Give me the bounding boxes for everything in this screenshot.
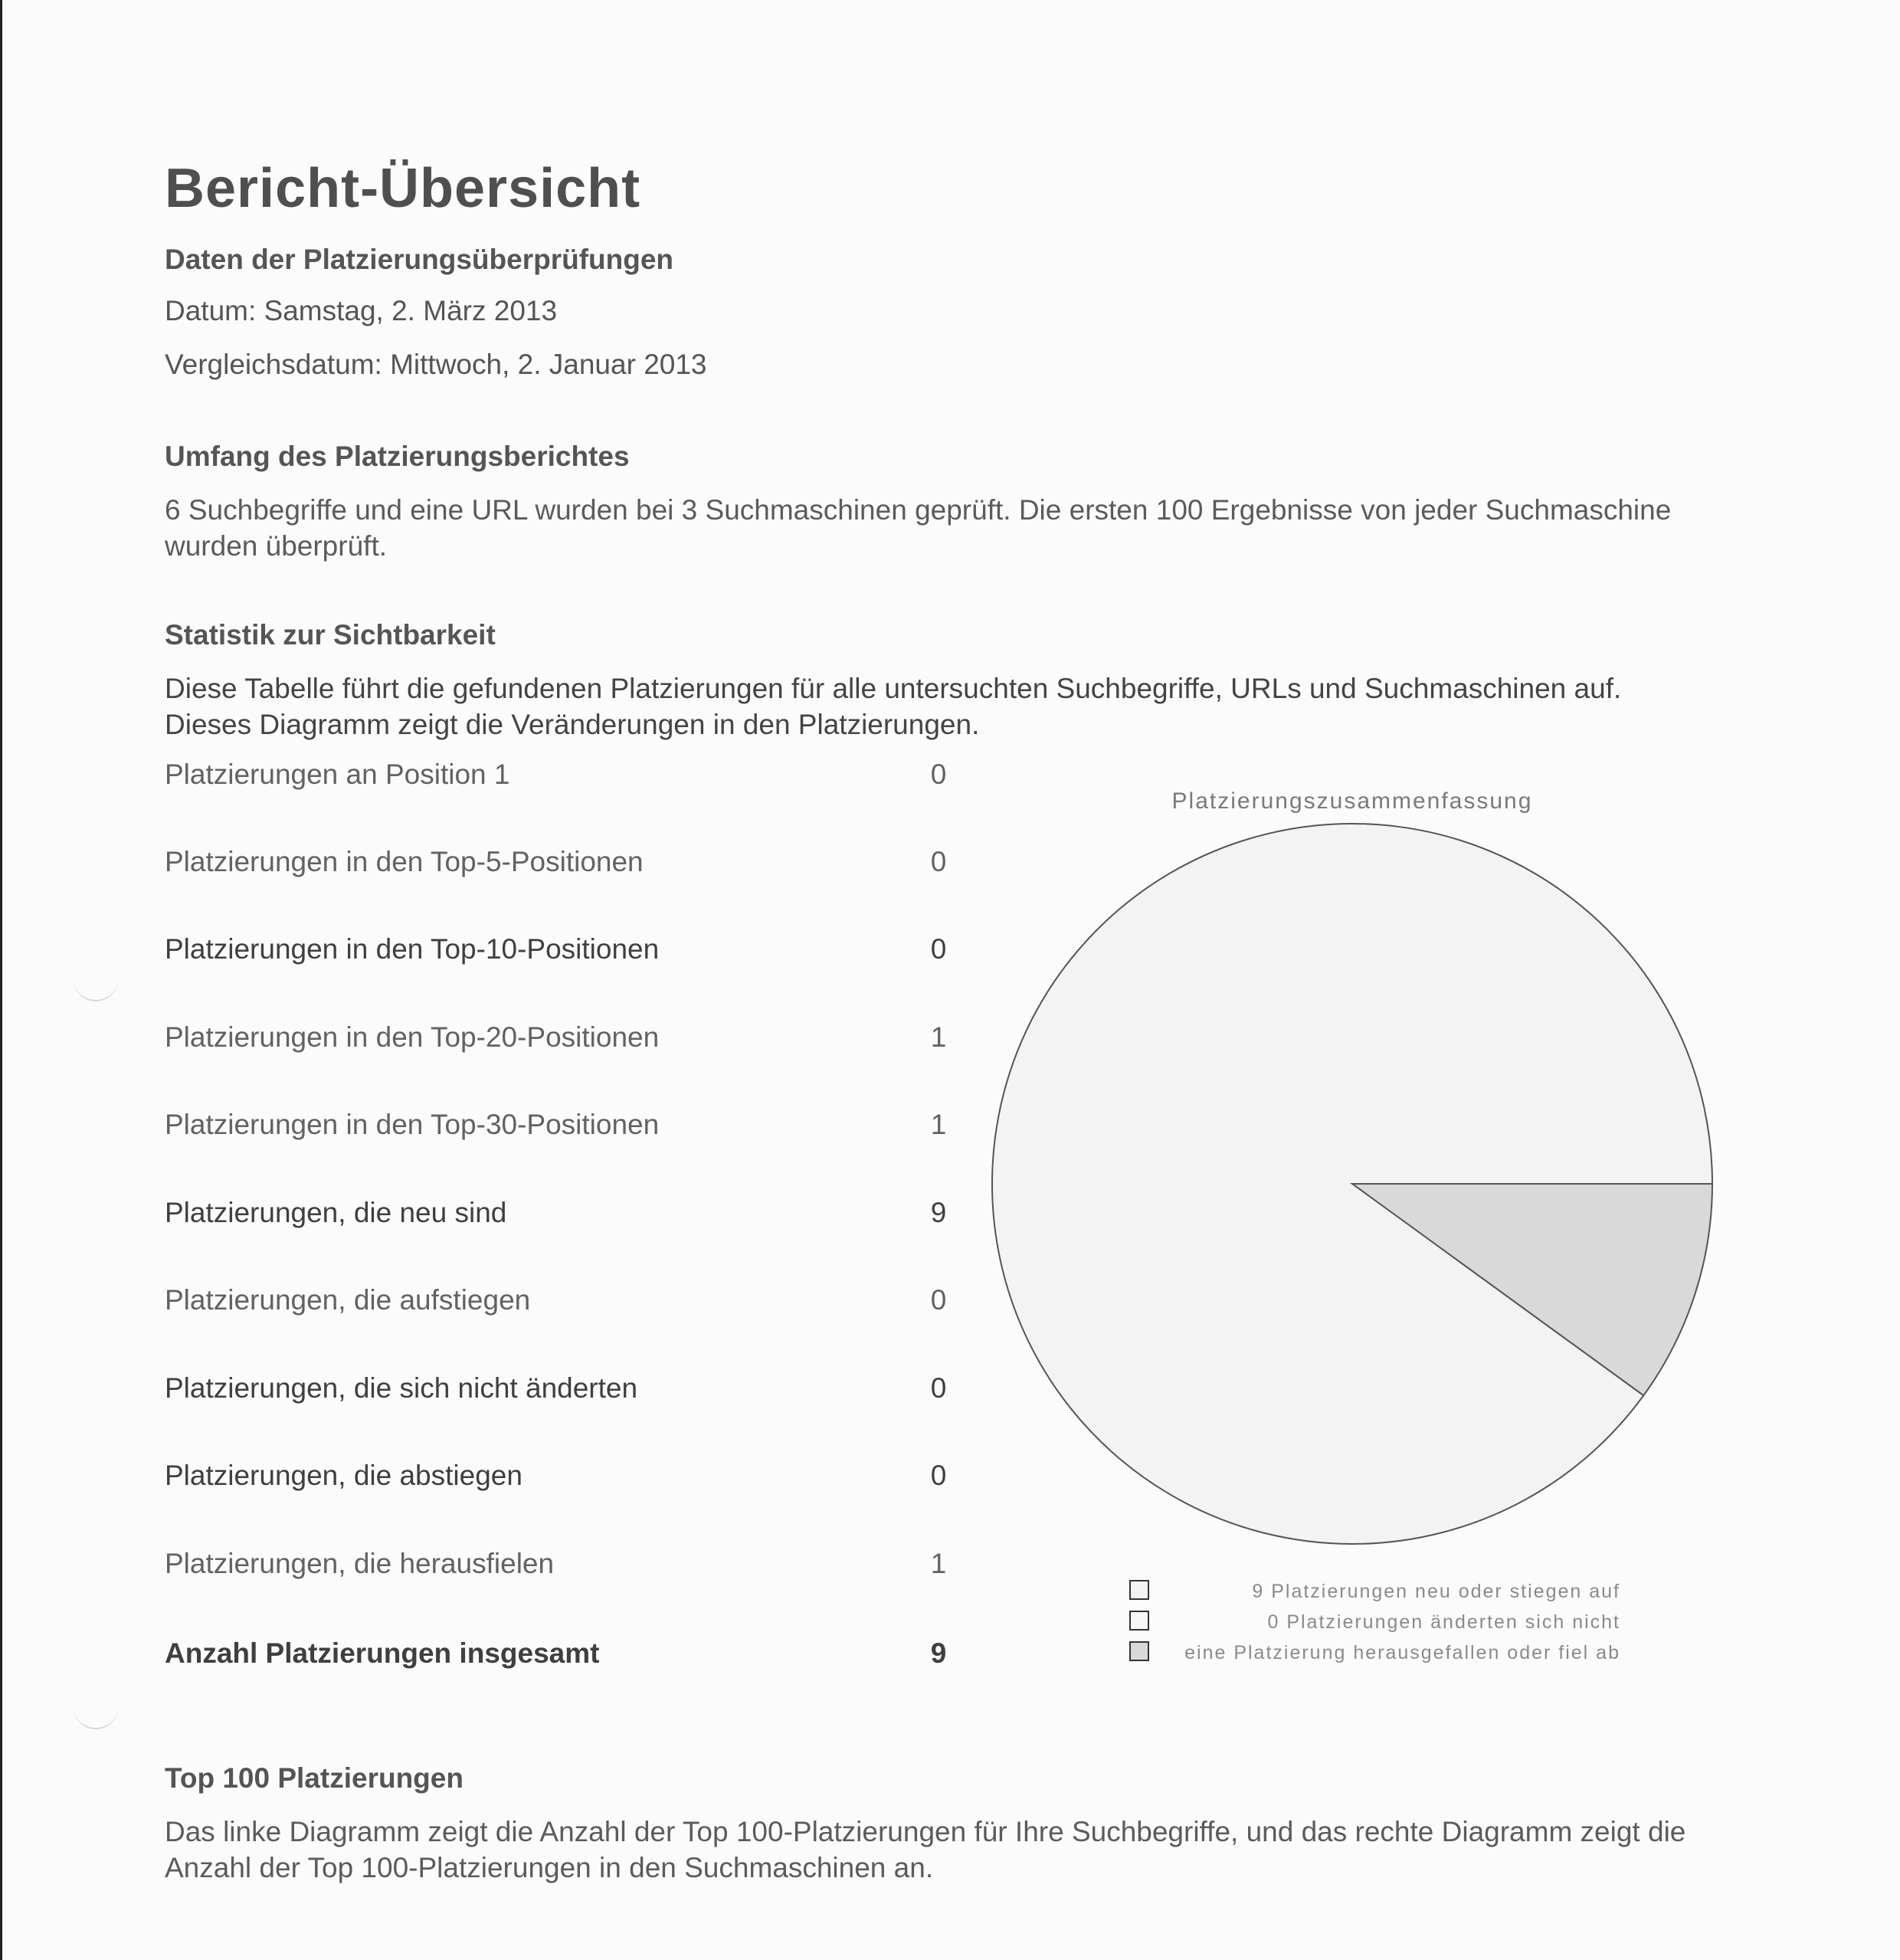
stat-value: 1 bbox=[930, 1109, 947, 1140]
report-date: Datum: Samstag, 2. März 2013 bbox=[165, 295, 558, 326]
stat-label: Platzierungen, die aufstiegen bbox=[165, 1284, 531, 1316]
stat-value: 0 bbox=[930, 1460, 947, 1491]
stat-value: 0 bbox=[930, 759, 947, 790]
scan-edge bbox=[0, 0, 2, 1960]
legend-label: 9 Platzierungen neu oder stiegen auf bbox=[1252, 1581, 1620, 1602]
legend-swatch bbox=[1130, 1642, 1148, 1660]
legend-label: eine Platzierung herausgefallen oder fiel ab bbox=[1184, 1642, 1620, 1663]
pie-chart bbox=[973, 770, 1724, 1690]
compare-date: Vergleichsdatum: Mittwoch, 2. Januar 2013 bbox=[165, 349, 707, 380]
stat-label: Platzierungen in den Top-20-Positionen bbox=[165, 1021, 660, 1053]
visibility-text: Diese Tabelle führt die gefundenen Platzierungen für alle untersuchten Suchbegriffe, URLs und Suchmaschinen auf. Dieses Diagramm zeigt die Veränderungen in den Platzierungen. bbox=[165, 673, 1622, 740]
report-title: Bericht-Übersicht bbox=[165, 158, 641, 219]
top100-heading: Top 100 Platzierungen bbox=[165, 1762, 464, 1794]
top100-text: Das linke Diagramm zeigt die Anzahl der Top 100-Platzierungen für Ihre Suchbegriffe, und das rechte Diagramm zeigt die Anzahl der Top 100-Platzierungen in den Suchmaschinen an. bbox=[165, 1816, 1686, 1883]
stat-value: 1 bbox=[930, 1548, 947, 1579]
legend-label: 0 Platzierungen änderten sich nicht bbox=[1267, 1611, 1620, 1633]
stat-value: 0 bbox=[930, 846, 947, 877]
stat-value: 0 bbox=[930, 933, 947, 965]
pie-slice bbox=[992, 824, 1712, 1544]
punch-hole bbox=[73, 1682, 119, 1729]
stat-value-total: 9 bbox=[930, 1637, 947, 1669]
stat-label: Platzierungen, die abstiegen bbox=[165, 1460, 522, 1491]
stat-value: 1 bbox=[930, 1021, 947, 1053]
punch-hole bbox=[73, 954, 119, 1001]
stat-value: 9 bbox=[930, 1197, 947, 1228]
data-heading: Daten der Platzierungsüberprüfungen bbox=[165, 244, 674, 275]
stat-label: Platzierungen, die sich nicht änderten bbox=[165, 1372, 638, 1404]
stat-value: 0 bbox=[930, 1372, 947, 1404]
stat-label: Platzierungen an Position 1 bbox=[165, 759, 510, 790]
legend-swatch bbox=[1130, 1581, 1148, 1599]
visibility-heading: Statistik zur Sichtbarkeit bbox=[165, 619, 496, 651]
stat-label: Platzierungen in den Top-5-Positionen bbox=[165, 846, 644, 877]
stat-value: 0 bbox=[930, 1284, 947, 1316]
stat-label: Platzierungen in den Top-10-Positionen bbox=[165, 933, 660, 965]
stat-label-total: Anzahl Platzierungen insgesamt bbox=[165, 1637, 600, 1669]
chart-title: Platzierungszusammenfassung bbox=[1171, 788, 1533, 814]
legend-swatch bbox=[1130, 1611, 1148, 1630]
stat-label: Platzierungen in den Top-30-Positionen bbox=[165, 1109, 660, 1140]
scope-heading: Umfang des Platzierungsberichtes bbox=[165, 441, 630, 472]
scope-text: 6 Suchbegriffe und eine URL wurden bei 3 Suchmaschinen geprüft. Die ersten 100 Ergebnisse von jeder Suchmaschine wurden überprüft. bbox=[165, 494, 1672, 562]
stat-label: Platzierungen, die herausfielen bbox=[165, 1548, 555, 1579]
stat-label: Platzierungen, die neu sind bbox=[165, 1197, 507, 1228]
